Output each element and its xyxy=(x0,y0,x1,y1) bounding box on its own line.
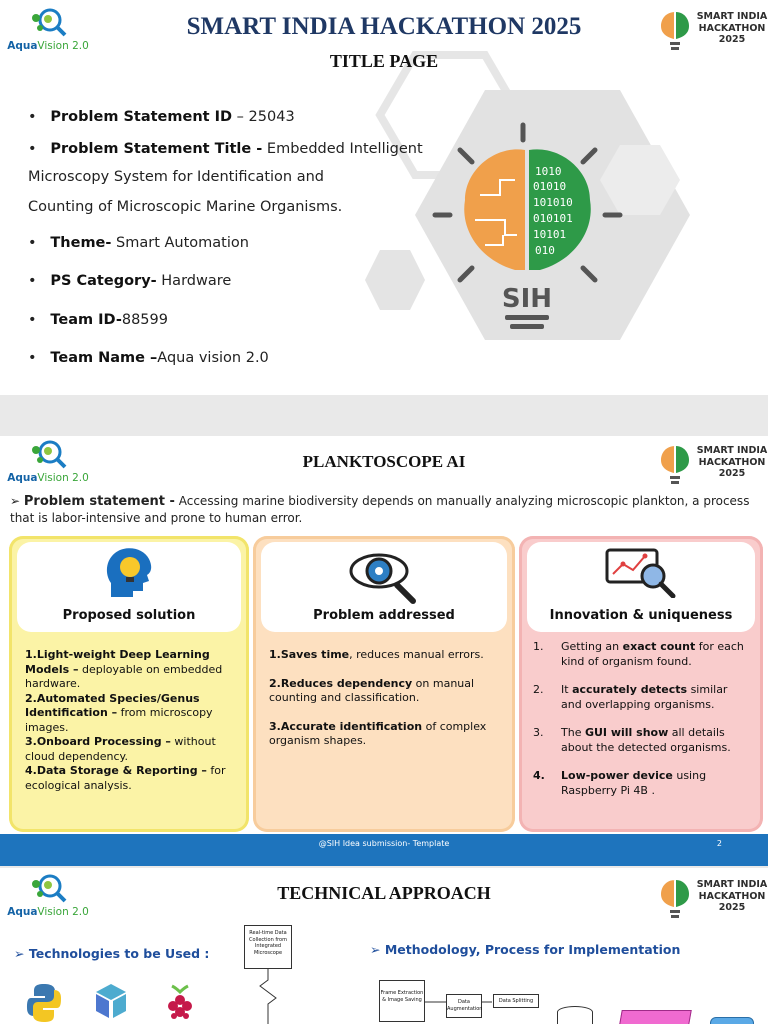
flow-start-node: Real-time Data Collection from Integrated Microscope xyxy=(244,925,292,969)
slide-title: PLANKTOSCOPE AI xyxy=(302,452,466,471)
card-body xyxy=(533,640,751,812)
card-title: Problem addressed xyxy=(313,608,455,623)
slide-footer xyxy=(0,834,768,866)
flow-step-data-splitting: Data Splitting xyxy=(493,994,539,1008)
technologies-heading: ➢ Technologies to be Used : xyxy=(14,946,210,961)
problem-statement: ➢ Problem statement - Accessing marine biodiversity depends on manually analyzing microscopic plankton, a process that is labor-intensive and prone to human error. xyxy=(10,494,750,525)
card-title: Proposed solution xyxy=(62,608,196,623)
ps-title-continued: Counting of Microscopic Marine Organisms. xyxy=(28,199,343,215)
addressed-item: 1.Saves time, reduces manual errors. xyxy=(269,648,484,661)
arrow-bullet-icon: ➢ xyxy=(10,494,21,508)
methodology-heading: ➢ Methodology, Process for Implementation xyxy=(370,942,681,957)
card-problem-addressed xyxy=(253,536,515,832)
theme-item: • Theme- Smart Automation xyxy=(28,235,249,251)
innovation-item: 4. Low-power device using Raspberry Pi 4B . xyxy=(533,769,707,797)
ps-title-continued: Microscopy System for Identification and xyxy=(28,169,325,185)
sih-art-text: SIH xyxy=(501,284,553,314)
slide-technical-approach xyxy=(0,868,768,1024)
flow-step-frame-extraction: Frame Extraction & Image Saving xyxy=(379,980,425,1022)
binary-line: 010101 xyxy=(533,212,573,225)
flow-output-block xyxy=(710,1017,754,1024)
slide-title-page xyxy=(0,0,768,395)
page-title: SMART INDIA HACKATHON 2025 xyxy=(186,13,582,40)
solution-item: 1.Light-weight Deep Learning Models – deployable on embedded hardware. xyxy=(25,648,223,690)
footer-text: @SIH Idea submission- Template xyxy=(318,839,450,848)
page-number: 2 xyxy=(716,839,722,848)
chart-magnifier-icon xyxy=(605,546,677,598)
binary-line: 1010 xyxy=(535,165,562,178)
numpy-icon xyxy=(94,982,128,1022)
card-body xyxy=(25,648,237,793)
raspberry-pi-icon xyxy=(164,982,196,1022)
page-subtitle: TITLE PAGE xyxy=(329,51,439,71)
binary-line: 10101 xyxy=(533,228,567,241)
slide-planktoscope xyxy=(0,436,768,866)
sih-logo-text: SMART INDIA HACKATHON 2025 xyxy=(696,445,768,479)
card-innovation xyxy=(519,536,763,832)
aquavision-logo-text: AquaVision 2.0 xyxy=(7,906,89,918)
eye-magnifier-icon xyxy=(347,545,427,605)
ps-id-item: • Problem Statement ID – 25043 xyxy=(28,109,295,125)
binary-line: 010 xyxy=(535,244,555,257)
solution-item: 4.Data Storage & Reporting – for ecological analysis. xyxy=(25,764,226,792)
python-icon xyxy=(26,982,62,1024)
solution-item: 2.Automated Species/Genus Identification – from microscopy images. xyxy=(25,691,213,734)
innovation-list xyxy=(533,640,751,798)
aquavision-logo-text: AquaVision 2.0 xyxy=(7,40,89,52)
team-id-item: • Team ID-88599 xyxy=(28,312,168,328)
innovation-item: 1. Getting an exact count for each kind of organism found. xyxy=(533,640,744,668)
card-title: Innovation & uniqueness xyxy=(549,608,733,623)
sih-logo-text: SMART INDIA HACKATHON 2025 xyxy=(696,11,768,45)
slide-title: TECHNICAL APPROACH xyxy=(277,883,491,903)
flow-model-block xyxy=(618,1010,692,1024)
sih-logo-text: SMART INDIA HACKATHON 2025 xyxy=(696,879,768,913)
ps-category-item: • PS Category- Hardware xyxy=(28,273,232,289)
sih-brain-bulb-illustration xyxy=(355,45,765,390)
card-proposed-solution xyxy=(9,536,249,832)
ps-title-item: • Problem Statement Title - Embedded Intelligent xyxy=(28,141,423,157)
arrow-bullet-icon: ➢ xyxy=(370,942,381,957)
arrow-bullet-icon: ➢ xyxy=(14,946,25,961)
addressed-item: 3.Accurate identification of complex organism shapes. xyxy=(269,719,487,747)
addressed-item: 2.Reduces dependency on manual counting and classification. xyxy=(269,676,475,704)
aquavision-logo-text: AquaVision 2.0 xyxy=(7,472,89,484)
card-body xyxy=(269,648,503,763)
innovation-item: 3. The GUI will show all details about the detected organisms. xyxy=(533,726,731,754)
binary-line: 01010 xyxy=(533,180,567,193)
lightbulb-head-icon xyxy=(103,545,157,601)
flow-step-data-augmentation: Data Augmentation xyxy=(446,994,482,1018)
innovation-item: 2. It accurately detects similar and overlapping organisms. xyxy=(533,683,728,711)
flow-storage-cylinder xyxy=(557,1006,593,1024)
team-name-item: • Team Name –Aqua vision 2.0 xyxy=(28,350,269,366)
solution-item: 3.Onboard Processing – without cloud dependency. xyxy=(25,735,216,763)
binary-line: 101010 xyxy=(533,196,573,209)
